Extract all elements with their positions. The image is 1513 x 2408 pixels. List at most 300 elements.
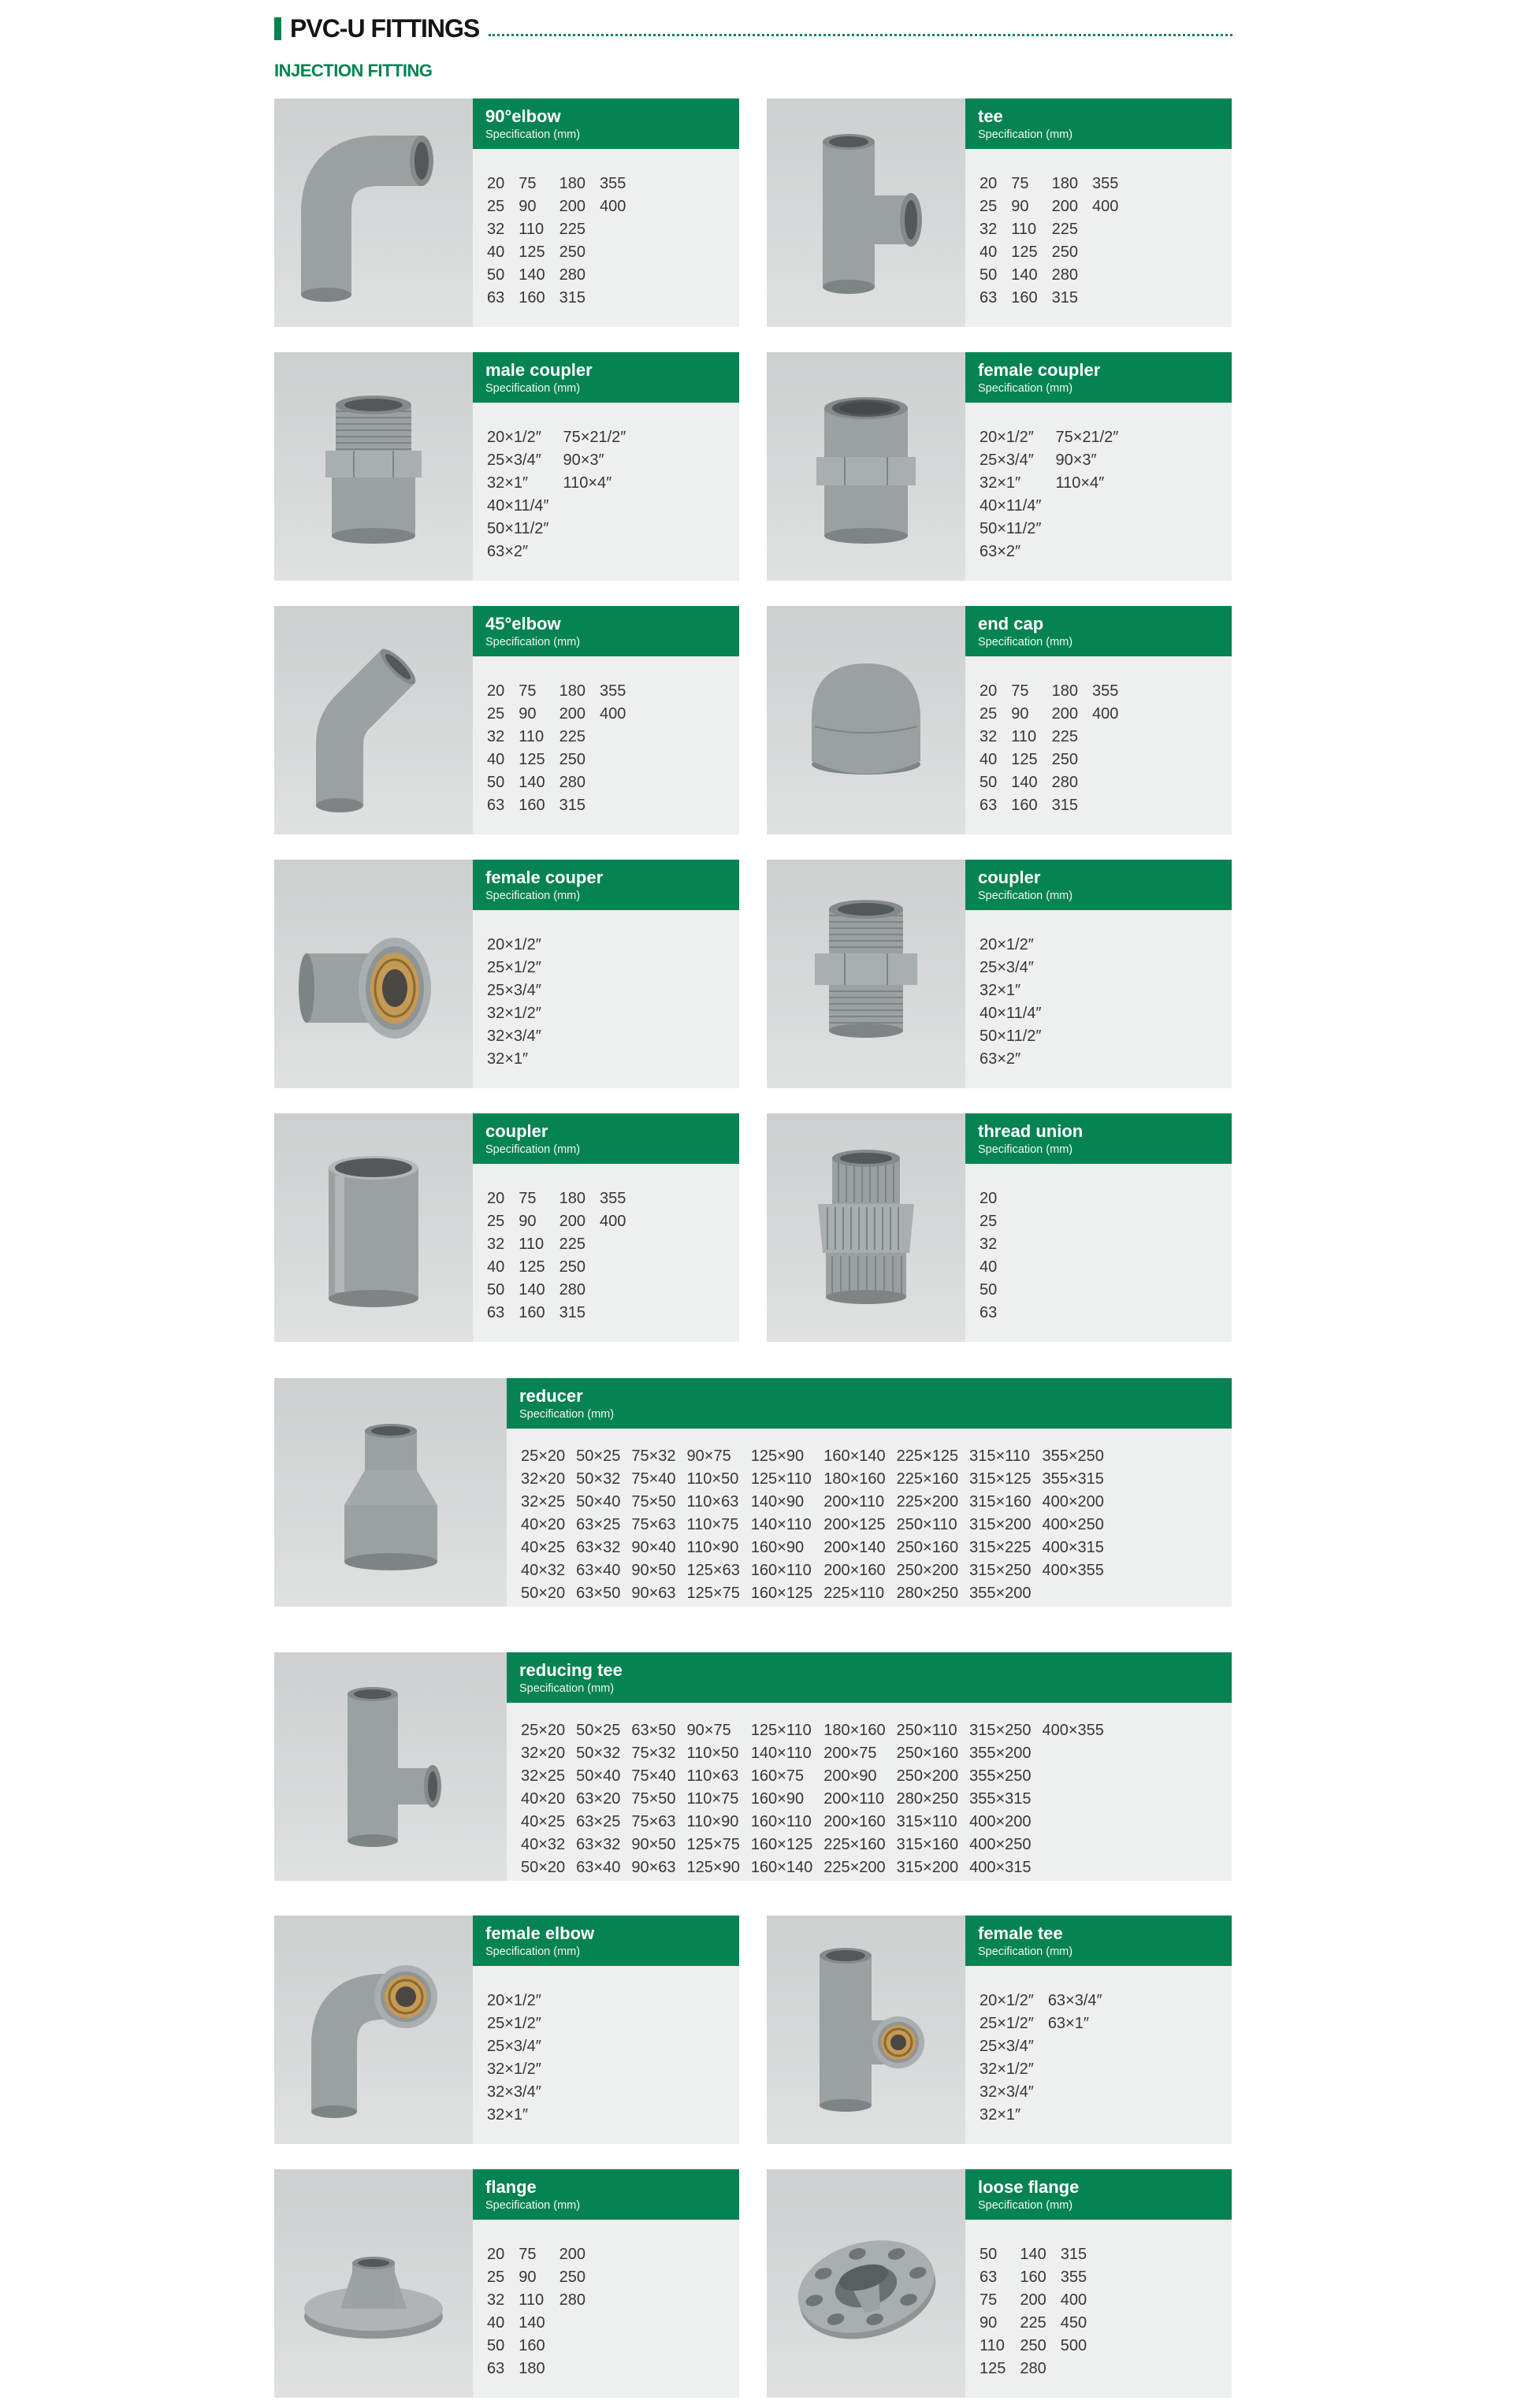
spec-value: 63 (980, 1304, 998, 1321)
spec-column (687, 1719, 740, 1879)
product-card-body (965, 98, 1232, 327)
spec-value: 75×21/2″ (1055, 429, 1119, 446)
spec-value: 315 (559, 289, 585, 307)
spec-value: 400 (1092, 705, 1119, 723)
spec-value: 63×50 (631, 1722, 676, 1739)
spec-value: 160×90 (750, 1790, 805, 1808)
elbow-45-icon (291, 627, 456, 813)
spec-value: 125 (980, 2360, 1006, 2377)
spec-table (965, 403, 1232, 563)
nipple-image (767, 860, 965, 1088)
spec-column (600, 173, 626, 218)
spec-value: 315×250 (969, 1562, 1032, 1579)
spec-value: 400×315 (1042, 1539, 1104, 1556)
spec-value: 140 (519, 1281, 545, 1299)
spec-value: 225 (559, 1236, 585, 1253)
female-couper-icon (291, 881, 456, 1067)
spec-value: 25×20 (521, 1722, 566, 1739)
spec-value: 125×110 (750, 1470, 812, 1488)
male-coupler-image (274, 352, 473, 581)
spec-column (751, 1445, 812, 1605)
spec-value: 63×25 (576, 1516, 621, 1533)
product-title: female tee (978, 1923, 1063, 1943)
spec-label: Specification (mm) (978, 128, 1073, 141)
spec-value: 32×3/4″ (487, 1027, 541, 1045)
spec-column (521, 1719, 565, 1879)
spec-value: 20 (980, 682, 998, 700)
spec-column (487, 680, 504, 817)
spec-value: 140 (519, 2314, 545, 2332)
spec-value: 40×11/4″ (487, 497, 549, 515)
spec-value: 180 (1051, 175, 1078, 192)
spec-label: Specification (mm) (485, 2199, 581, 2212)
spec-value: 25 (980, 198, 998, 215)
spec-value: 63×32 (576, 1539, 621, 1556)
spec-value: 25 (980, 705, 998, 723)
spec-value: 63 (980, 289, 998, 307)
spec-value: 110×75 (686, 1790, 739, 1808)
product-title: end cap (978, 614, 1044, 634)
spec-value: 20 (487, 2246, 505, 2263)
loose-flange-image (767, 2169, 965, 2398)
spec-value: 20 (980, 175, 998, 192)
spec-value: 63×40 (576, 1859, 621, 1876)
spec-value: 315 (559, 1304, 585, 1321)
spec-value: 200 (1020, 2291, 1046, 2309)
spec-value: 75 (519, 175, 537, 192)
spec-column (576, 1445, 620, 1605)
spec-value: 90×50 (631, 1562, 676, 1579)
spec-value: 63×40 (576, 1562, 621, 1579)
spec-value: 125×110 (750, 1722, 812, 1739)
spec-value: 225×200 (896, 1493, 959, 1511)
spec-value: 40 (980, 1258, 998, 1276)
product-title: thread union (978, 1121, 1084, 1141)
spec-value: 355×200 (969, 1585, 1032, 1602)
spec-value: 140 (1011, 266, 1038, 284)
spec-value: 63 (487, 1304, 505, 1321)
spec-value: 400×200 (969, 1813, 1032, 1830)
spec-value: 32×1″ (487, 2106, 529, 2124)
product-card-end-cap (767, 606, 1232, 834)
female-couper-image (274, 860, 473, 1088)
spec-value: 75×50 (631, 1790, 676, 1808)
product-title: loose flange (978, 2177, 1080, 2197)
spec-value: 63 (980, 797, 998, 814)
spec-value: 25×3/4″ (487, 452, 541, 469)
section-subtitle: INJECTION FITTING (274, 61, 433, 80)
product-card-body (473, 1916, 739, 2144)
spec-value: 32 (487, 1236, 505, 1253)
product-card-header (473, 860, 739, 910)
spec-table (965, 656, 1232, 817)
product-title: flange (485, 2177, 537, 2197)
spec-value: 315×250 (969, 1722, 1032, 1739)
spec-value: 32 (487, 221, 505, 238)
product-card-female-coupler (767, 352, 1232, 581)
spec-label: Specification (mm) (978, 1945, 1073, 1958)
spec-value: 200×160 (823, 1813, 886, 1830)
spec-value: 355 (1092, 175, 1119, 192)
spec-value: 50×25 (576, 1722, 621, 1739)
spec-value: 50 (487, 2337, 505, 2354)
spec-value: 140 (1020, 2246, 1046, 2263)
spec-value: 250 (1051, 243, 1078, 261)
spec-value: 160 (1011, 289, 1038, 307)
spec-value: 32×1/2″ (487, 1005, 541, 1022)
spec-value: 75 (1011, 175, 1029, 192)
spec-column (980, 934, 1041, 1071)
spec-value: 110×4″ (563, 474, 612, 492)
spec-table (473, 2220, 739, 2380)
spec-value: 90×63 (631, 1585, 676, 1602)
spec-column (1020, 2243, 1046, 2380)
page-header (274, 11, 1232, 43)
spec-column (897, 1445, 958, 1605)
spec-value: 40 (487, 243, 505, 261)
product-card-body (965, 1113, 1232, 1342)
spec-label: Specification (mm) (519, 1408, 615, 1421)
spec-value: 200 (559, 2246, 585, 2263)
spec-value: 40 (487, 2314, 505, 2332)
spec-value: 90×3″ (563, 452, 604, 469)
green-accent-bar (274, 17, 281, 40)
spec-value: 50×40 (576, 1493, 621, 1511)
spec-value: 500 (1060, 2337, 1087, 2354)
spec-table (965, 2220, 1232, 2380)
spec-value: 32×1/2″ (980, 2061, 1034, 2078)
spec-label: Specification (mm) (978, 890, 1073, 902)
spec-value: 180 (559, 682, 585, 700)
spec-value: 200×125 (823, 1516, 886, 1533)
product-card-reducing-tee (274, 1652, 1232, 1881)
product-card-body (965, 352, 1232, 581)
spec-value: 40×32 (521, 1562, 566, 1579)
spec-value: 125×75 (686, 1836, 740, 1853)
spec-column (559, 173, 585, 310)
spec-value: 40×20 (521, 1516, 566, 1533)
spec-column (1061, 2243, 1087, 2358)
spec-column (519, 680, 545, 817)
spec-value: 32×3/4″ (980, 2083, 1034, 2101)
spec-value: 125×90 (750, 1447, 805, 1465)
female-elbow-icon (291, 1937, 456, 2123)
spec-value: 90×75 (686, 1447, 731, 1465)
spec-value: 25 (980, 1213, 998, 1230)
spec-column (1092, 173, 1118, 218)
product-card-body (507, 1378, 1232, 1607)
spec-value: 25 (487, 1213, 505, 1230)
spec-value: 40×11/4″ (980, 497, 1042, 515)
spec-column (487, 173, 504, 310)
spec-label: Specification (mm) (978, 636, 1073, 648)
spec-value: 50×25 (576, 1447, 621, 1465)
product-title: female coupler (978, 360, 1101, 380)
flange-icon (291, 2191, 456, 2376)
spec-value: 20×1/2″ (487, 936, 541, 953)
product-card-body (473, 1113, 739, 1342)
spec-value: 280 (559, 266, 585, 284)
product-card-header (473, 98, 739, 149)
spec-value: 20 (487, 1190, 505, 1207)
spec-value: 25 (487, 198, 505, 215)
spec-column (1043, 1445, 1104, 1582)
spec-value: 315×160 (969, 1493, 1032, 1511)
flange-image (274, 2169, 473, 2398)
spec-column (1048, 1990, 1102, 2035)
spec-value: 160×140 (823, 1447, 886, 1465)
spec-column (980, 426, 1041, 563)
product-card-male-coupler (274, 352, 739, 581)
spec-value: 25×1/2″ (487, 959, 541, 976)
spec-value: 63×32 (576, 1836, 621, 1853)
coupler-icon (291, 1135, 456, 1321)
spec-value: 225×200 (823, 1859, 886, 1876)
product-title: 45°elbow (485, 614, 561, 634)
spec-value: 125 (1011, 243, 1038, 261)
spec-column (1011, 680, 1037, 817)
spec-value: 110×4″ (1055, 474, 1105, 492)
product-card-thread-union (767, 1113, 1232, 1342)
product-title: reducing tee (519, 1660, 623, 1680)
spec-value: 90×75 (686, 1722, 731, 1739)
spec-value: 40×32 (521, 1836, 566, 1853)
spec-column (487, 1990, 541, 2127)
spec-value: 75×63 (631, 1516, 676, 1533)
spec-value: 40×25 (521, 1813, 566, 1830)
spec-column (823, 1719, 885, 1879)
spec-value: 40×25 (521, 1539, 566, 1556)
spec-value: 250 (1020, 2337, 1046, 2354)
spec-column (631, 1445, 675, 1605)
spec-value: 250×200 (896, 1767, 959, 1785)
spec-value: 90 (519, 1213, 537, 1230)
product-card-body (473, 606, 739, 834)
spec-column (980, 680, 997, 817)
product-card-header (473, 1916, 739, 1966)
spec-value: 50 (980, 774, 998, 791)
spec-value: 110 (1011, 728, 1037, 745)
spec-value: 32 (980, 221, 998, 238)
spec-value: 160×75 (750, 1767, 805, 1785)
spec-column (519, 173, 545, 310)
spec-column (487, 934, 541, 1071)
spec-value: 75×40 (631, 1470, 676, 1488)
spec-value: 160 (519, 2337, 545, 2354)
spec-table (473, 403, 739, 563)
product-card-header (965, 352, 1232, 403)
spec-value: 25×1/2″ (980, 2015, 1034, 2032)
product-card-header (965, 1113, 1232, 1164)
spec-table (473, 656, 739, 817)
product-card-loose-flange (767, 2169, 1232, 2398)
spec-column (563, 426, 626, 495)
spec-value: 355 (600, 175, 626, 192)
spec-value: 160 (1011, 797, 1038, 814)
spec-value: 63×25 (576, 1813, 621, 1830)
spec-value: 63×2″ (980, 543, 1021, 560)
spec-value: 50×11/2″ (980, 1027, 1042, 1045)
spec-value: 180×160 (823, 1722, 886, 1739)
spec-value: 40 (980, 751, 998, 768)
spec-label: Specification (mm) (978, 2199, 1073, 2212)
spec-value: 160×110 (750, 1562, 812, 1579)
spec-value: 25 (487, 2269, 505, 2286)
spec-value: 75 (980, 2291, 998, 2309)
spec-value: 315×160 (896, 1836, 959, 1853)
spec-value: 200×110 (823, 1790, 885, 1808)
spec-value: 50×11/2″ (980, 520, 1042, 537)
spec-label: Specification (mm) (485, 382, 581, 395)
spec-value: 280×250 (896, 1585, 959, 1602)
spec-column (631, 1719, 675, 1879)
reducer-image (274, 1378, 507, 1607)
spec-value: 315×125 (969, 1470, 1032, 1488)
spec-value: 400×355 (1042, 1562, 1104, 1579)
spec-value: 110×50 (686, 1745, 739, 1762)
spec-column (559, 1187, 585, 1325)
spec-value: 110×90 (686, 1813, 739, 1830)
product-card-reducer (274, 1378, 1232, 1607)
spec-value: 25×3/4″ (980, 452, 1034, 469)
spec-value: 125 (519, 243, 545, 261)
product-title: tee (978, 106, 1003, 126)
thread-union-image (767, 1113, 965, 1342)
spec-value: 110 (519, 1236, 545, 1253)
spec-value: 250×110 (896, 1516, 957, 1533)
spec-value: 140 (519, 266, 545, 284)
spec-column (1011, 173, 1037, 310)
spec-column (1092, 680, 1118, 726)
spec-value: 400 (1060, 2291, 1087, 2309)
product-title: female elbow (485, 1923, 595, 1943)
spec-value: 400 (600, 705, 626, 723)
tee-image (767, 98, 965, 327)
spec-label: Specification (mm) (485, 1945, 581, 1958)
spec-column (487, 1187, 504, 1325)
spec-value: 250 (559, 1258, 585, 1276)
product-card-body (473, 860, 739, 1088)
spec-column (600, 1187, 626, 1233)
spec-value: 250 (1051, 751, 1078, 768)
spec-value: 280×250 (896, 1790, 959, 1808)
spec-value: 90 (519, 198, 537, 215)
spec-table (473, 1966, 739, 2127)
spec-value: 110×50 (686, 1470, 739, 1488)
spec-value: 110×63 (686, 1493, 739, 1511)
spec-value: 50×20 (521, 1859, 566, 1876)
product-card-header (473, 1113, 739, 1164)
spec-column (823, 1445, 885, 1605)
spec-value: 50 (980, 1281, 998, 1299)
product-card-header (965, 606, 1232, 656)
product-title: 90°elbow (485, 106, 561, 126)
spec-table (507, 1429, 1232, 1605)
spec-value: 75×40 (631, 1767, 676, 1785)
spec-value: 400×250 (969, 1836, 1032, 1853)
spec-value: 32 (980, 1236, 998, 1253)
spec-value: 200 (1051, 705, 1078, 723)
spec-label: Specification (mm) (485, 128, 581, 141)
spec-value: 160×140 (750, 1859, 813, 1876)
spec-value: 75 (519, 682, 537, 700)
spec-column (559, 2243, 585, 2312)
spec-value: 250×110 (896, 1722, 957, 1739)
spec-value: 25×3/4″ (487, 2038, 541, 2055)
spec-value: 225 (1051, 221, 1078, 238)
spec-value: 75×50 (631, 1493, 676, 1511)
spec-value: 75×32 (631, 1447, 676, 1465)
spec-column (487, 2243, 504, 2380)
spec-column (980, 2243, 1006, 2380)
spec-value: 355×250 (1042, 1447, 1104, 1465)
spec-value: 125 (1011, 751, 1038, 768)
spec-table (965, 910, 1232, 1071)
reducing-tee-icon (308, 1674, 474, 1860)
spec-value: 32×20 (521, 1470, 566, 1488)
spec-value: 200×110 (823, 1493, 885, 1511)
elbow-45-image (274, 606, 473, 834)
spec-value: 50×11/2″ (487, 520, 549, 537)
spec-value: 110 (519, 221, 545, 238)
elbow-90-image (274, 98, 473, 327)
spec-value: 315 (1060, 2246, 1087, 2263)
spec-value: 315 (559, 797, 585, 814)
spec-table (965, 1164, 1232, 1325)
spec-value: 75×63 (631, 1813, 676, 1830)
spec-value: 200×75 (823, 1745, 877, 1762)
spec-value: 32×1″ (980, 474, 1021, 492)
spec-value: 400 (600, 198, 626, 215)
spec-value: 50×32 (576, 1470, 621, 1488)
spec-column (559, 680, 585, 817)
spec-value: 200×140 (823, 1539, 886, 1556)
spec-value: 20 (487, 175, 505, 192)
spec-value: 50 (487, 1281, 505, 1299)
spec-value: 32×20 (521, 1745, 566, 1762)
cards-grid (274, 98, 1232, 2398)
spec-value: 40 (980, 243, 998, 261)
spec-value: 63 (980, 2269, 998, 2286)
spec-value: 90 (1011, 705, 1029, 723)
spec-value: 280 (1051, 774, 1078, 791)
spec-table (965, 1966, 1232, 2127)
male-coupler-icon (291, 373, 456, 559)
spec-table (965, 149, 1232, 310)
spec-value: 110×63 (686, 1767, 739, 1785)
spec-value: 200×160 (823, 1562, 886, 1579)
spec-value: 32 (487, 2291, 505, 2309)
spec-value: 400 (600, 1213, 626, 1230)
spec-column (969, 1719, 1031, 1879)
dotted-divider (489, 34, 1232, 36)
spec-value: 63×50 (576, 1585, 621, 1602)
spec-value: 75×21/2″ (563, 429, 626, 446)
product-card-body (473, 2169, 739, 2398)
product-card-female-tee (767, 1916, 1232, 2144)
spec-value: 110×75 (686, 1516, 739, 1533)
female-coupler-image (767, 352, 965, 581)
spec-value: 160×110 (750, 1813, 812, 1830)
spec-value: 140×110 (750, 1516, 812, 1533)
spec-column (1052, 173, 1078, 310)
elbow-90-icon (291, 120, 456, 306)
spec-table (473, 149, 739, 310)
spec-value: 50 (980, 266, 998, 284)
spec-value: 225×160 (823, 1836, 886, 1853)
spec-value: 280 (1051, 266, 1078, 284)
product-title: coupler (485, 1121, 548, 1141)
